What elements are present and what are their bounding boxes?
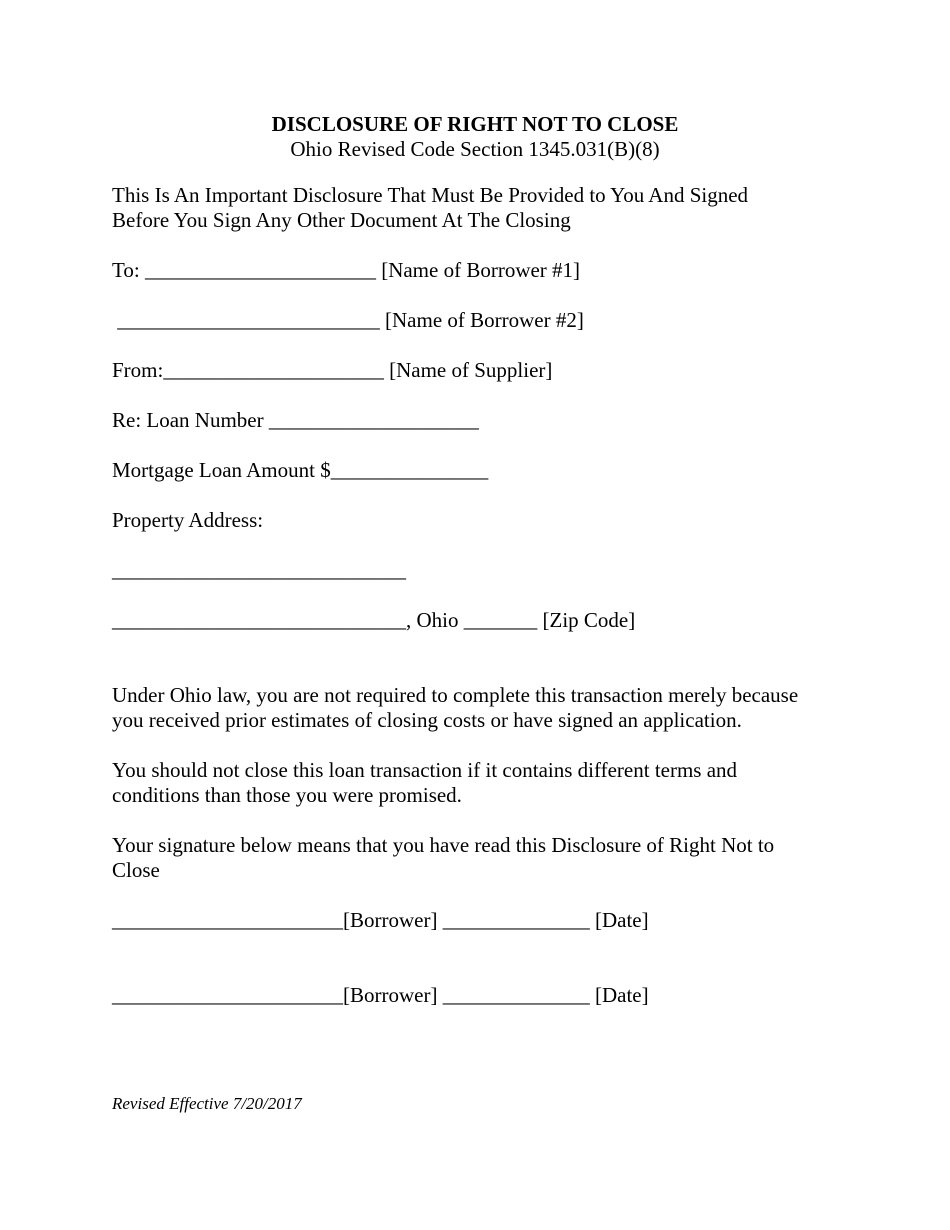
borrower2-field: _________________________ [Name of Borrower #2] — [112, 308, 584, 332]
intro-line-2: Before You Sign Any Other Document At The Closing — [112, 208, 571, 232]
revision-footer: Revised Effective 7/20/2017 — [112, 1094, 302, 1113]
paragraph-3-line-2: Close — [112, 858, 160, 882]
paragraph-2-line-1: You should not close this loan transaction if it contains different terms and — [112, 758, 738, 782]
borrower1-field: To: ______________________ [Name of Borrower #1] — [112, 258, 581, 282]
paragraph-1-line-2: you received prior estimates of closing costs or have signed an application. — [112, 708, 742, 732]
supplier-field: From:_____________________ [Name of Supplier] — [112, 358, 553, 382]
signature-line-2: ______________________[Borrower] ______________ [Date] — [112, 983, 649, 1007]
paragraph-2-line-2: conditions than those you were promised. — [112, 783, 462, 807]
loan-amount-field: Mortgage Loan Amount $_______________ — [112, 458, 489, 482]
intro-line-1: This Is An Important Disclosure That Must Be Provided to You And Signed — [112, 183, 749, 207]
document-title: DISCLOSURE OF RIGHT NOT TO CLOSE — [271, 112, 679, 136]
property-address-label: Property Address: — [112, 508, 264, 532]
paragraph-3-line-1: Your signature below means that you have read this Disclosure of Right Not to — [112, 833, 775, 857]
document-subtitle: Ohio Revised Code Section 1345.031(B)(8) — [290, 137, 660, 161]
address-line-1: ____________________________ — [112, 558, 406, 582]
address-line-2: ____________________________, Ohio _______ [Zip Code] — [112, 608, 636, 632]
signature-line-1: ______________________[Borrower] ______________ [Date] — [112, 908, 649, 932]
loan-number-field: Re: Loan Number ____________________ — [112, 408, 479, 432]
paragraph-1-line-1: Under Ohio law, you are not required to complete this transaction merely because — [112, 683, 799, 707]
